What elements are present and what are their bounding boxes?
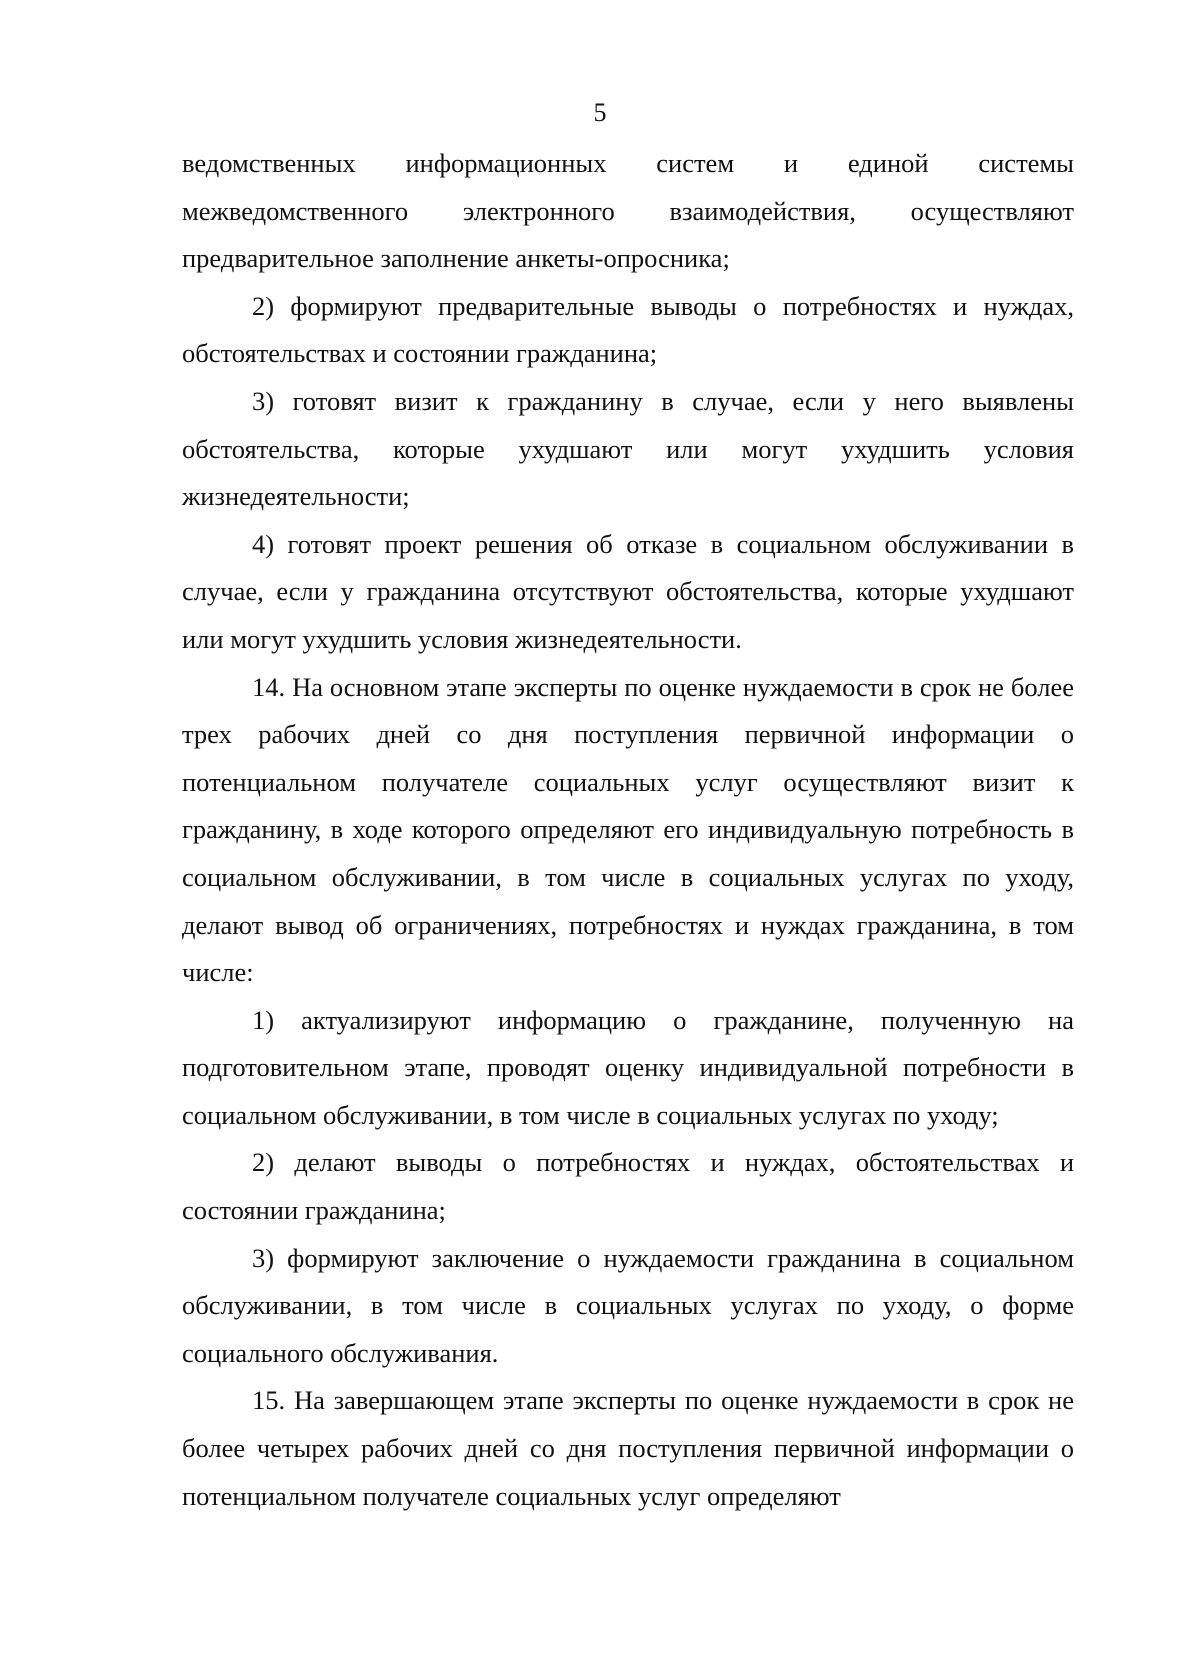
paragraph-item-2: 2) формируют предварительные выводы о потребностях и нуждах, обстоятельствах и состоянии гражданина; [182, 290, 1074, 369]
paragraph-clause-14-item-2: 2) делают выводы о потребностях и нуждах, обстоятельствах и состоянии гражданина; [182, 1147, 1074, 1226]
paragraph-clause-14-item-1: 1) актуализируют информацию о гражданине, полученную на подготовительном этапе, проводят оценку индивидуальной потребности в социальном обслуживании, в том числе в социальных услугах по уходу; [182, 1004, 1074, 1130]
paragraph-clause-14-item-3: 3) формируют заключение о нуждаемости гражданина в социальном обслуживании, в том числе в социальных услугах по уходу, о форме социального обслуживания. [182, 1242, 1074, 1368]
paragraph-continuation: ведомственных информационных систем и единой системы межведомственного электронного взаимодействия, осуществляют предварительное заполнение анкеты-опросника; [182, 148, 1074, 274]
paragraph-clause-15: 15. На завершающем этапе эксперты по оценке нуждаемости в срок не более четырех рабочих дней со дня поступления первичной информации о потенциальном получателе социальных услуг определяют [182, 1385, 1074, 1511]
paragraph-clause-14: 14. На основном этапе эксперты по оценке нуждаемости в срок не более трех рабочих дней со дня поступления первичной информации о потенциальном получателе социальных услуг осуществляют визит к гражданину, в ходе которого определяют его индивидуальную потребность в социальном обслуживании, в том числе в социальных услугах по уходу, делают вывод об ограничениях, потребностях и нуждах гражданина, в том числе: [182, 671, 1074, 988]
paragraph-item-3: 3) готовят визит к гражданину в случае, если у него выявлены обстоятельства, которые ухудшают или могут ухудшить условия жизнедеятельности; [182, 385, 1074, 512]
page-number: 5 [593, 98, 607, 127]
paragraph-item-4: 4) готовят проект решения об отказе в социальном обслуживании в случае, если у гражданина отсутствуют обстоятельства, которые ухудшают или могут ухудшить условия жизнедеятельности. [182, 528, 1074, 654]
document-body [182, 140, 1074, 1520]
